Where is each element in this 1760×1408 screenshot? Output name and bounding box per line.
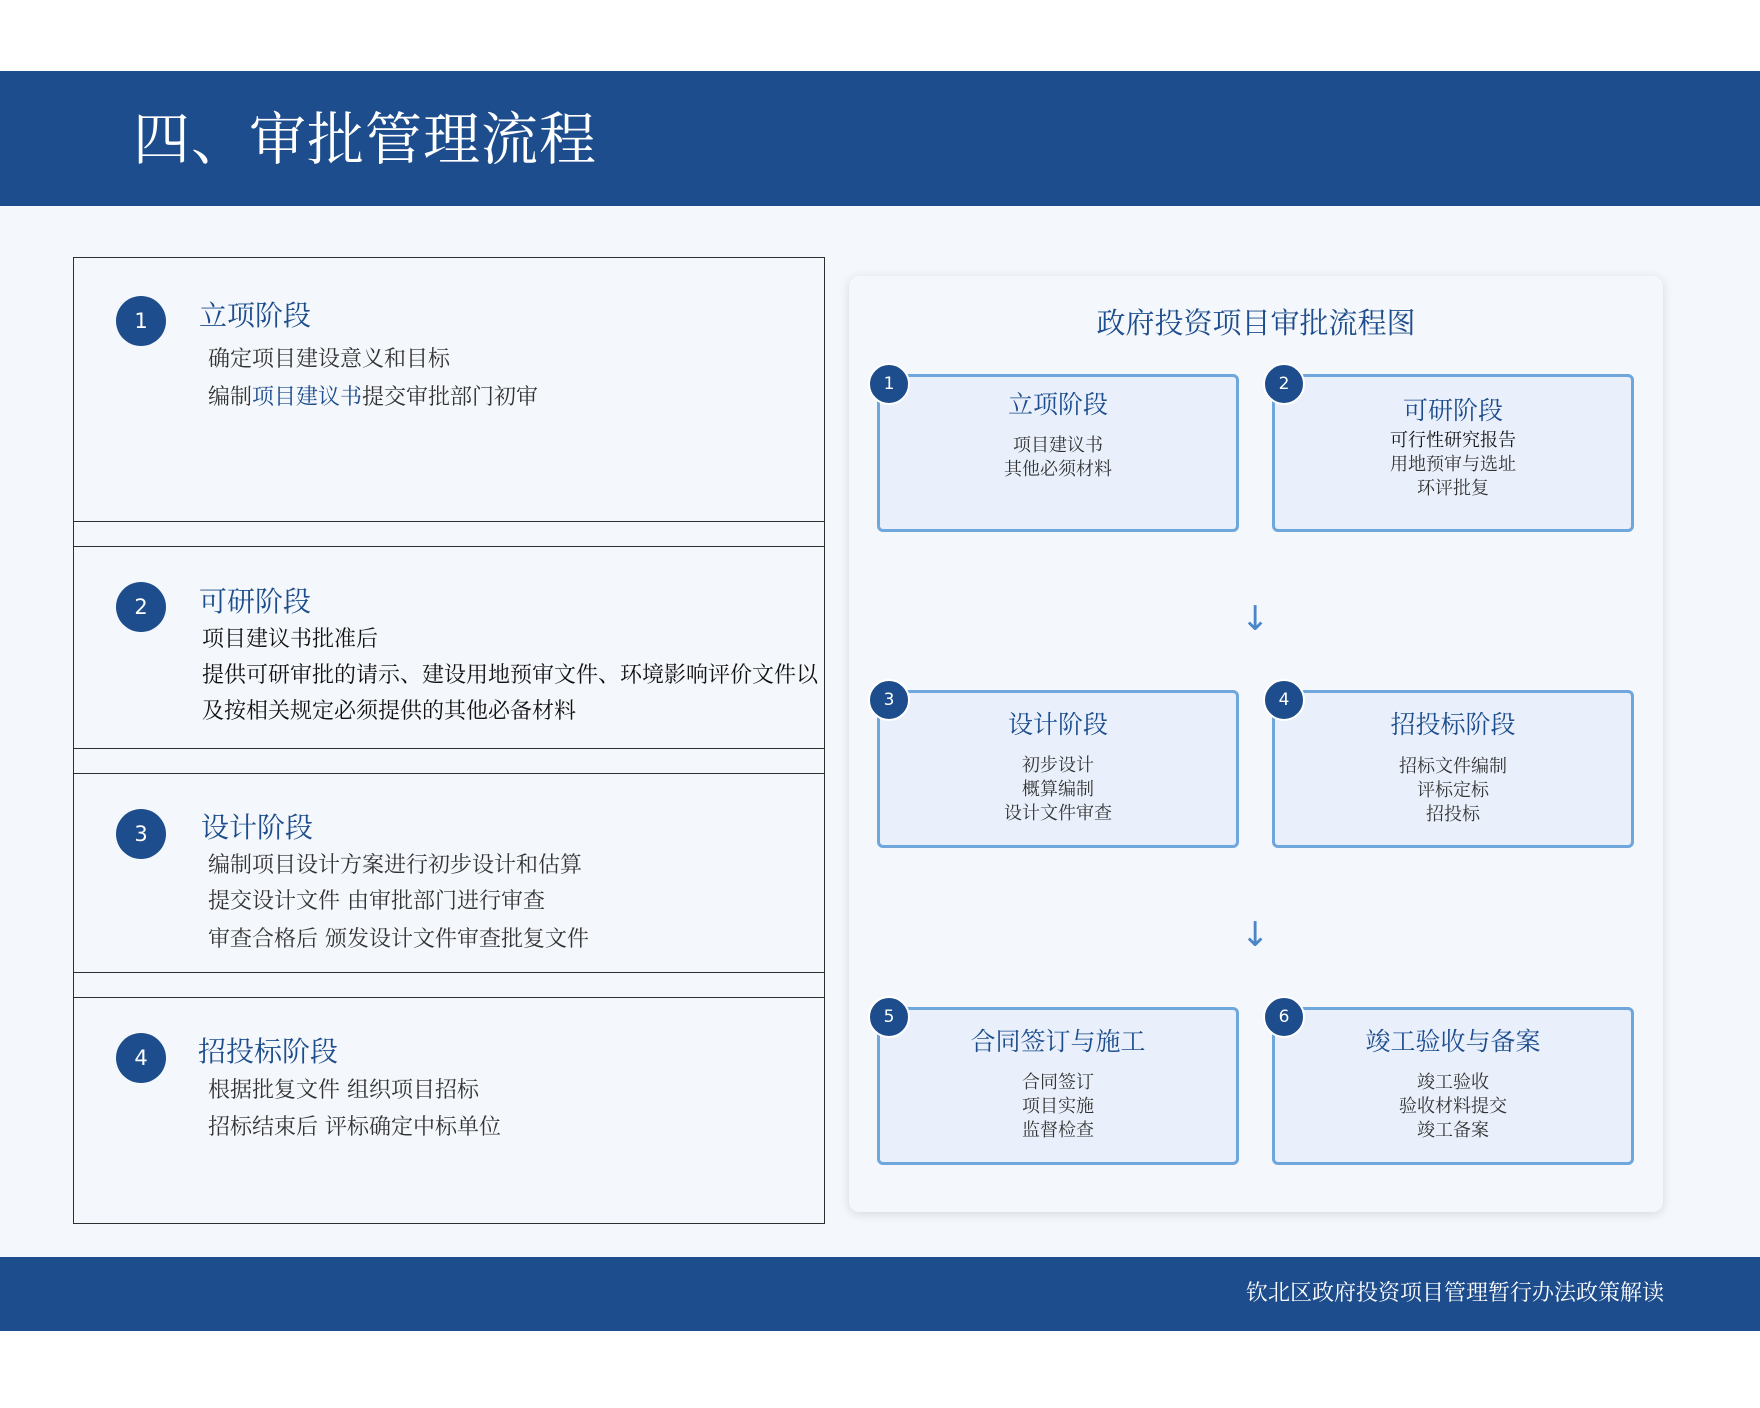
- flow-step-title: 立项阶段: [1007, 390, 1108, 419]
- stage-line: 招标结束后 评标确定中标单位: [208, 1115, 501, 1140]
- flow-step-number: 3: [868, 679, 910, 721]
- flow-step-items: [1275, 429, 1631, 501]
- flow-step-title: 设计阶段: [1007, 710, 1108, 739]
- stage-line: 编制项目设计方案进行初步设计和估算: [208, 853, 583, 878]
- stage-divider: [73, 972, 825, 998]
- stage-line: [208, 383, 538, 413]
- flow-step-items: [880, 1071, 1236, 1143]
- flow-step-4: [1272, 690, 1634, 848]
- flow-step-title: 可研阶段: [1402, 396, 1503, 425]
- flow-step-number: 2: [1263, 363, 1305, 405]
- header-bar: [0, 71, 1760, 206]
- stage-card-4: [73, 997, 825, 1224]
- stage-line-text: 提交审批部门初审: [362, 385, 539, 410]
- flow-step-number: 5: [868, 996, 910, 1038]
- flow-step-number: 1: [868, 363, 910, 405]
- flow-step-items: [1275, 755, 1631, 827]
- flow-step-item: 监督检查: [1022, 1120, 1094, 1141]
- flow-step-item: 竣工备案: [1417, 1120, 1489, 1141]
- stage-title: 招投标阶段: [198, 1035, 339, 1068]
- flow-step-items: [1275, 1071, 1631, 1143]
- stage-card-3: [73, 773, 825, 973]
- flow-step-item: 招标文件编制: [1399, 756, 1507, 777]
- stage-title: 立项阶段: [199, 299, 312, 332]
- flow-step-6: [1272, 1007, 1634, 1165]
- flow-step-item: 可行性研究报告: [1390, 430, 1516, 451]
- flow-step-3: [877, 690, 1239, 848]
- stage-line: 项目建议书批准后: [202, 627, 379, 652]
- stage-divider: [73, 748, 825, 774]
- flow-step-item: 概算编制: [1022, 779, 1094, 800]
- stage-number-badge: 1: [116, 296, 166, 346]
- highlight-term: 项目建议书: [252, 385, 363, 410]
- stage-number-badge: 4: [116, 1033, 166, 1083]
- flow-step-item: 合同签订: [1022, 1072, 1094, 1093]
- page-title: 四、审批管理流程: [133, 107, 597, 173]
- stage-line: 根据批复文件 组织项目招标: [208, 1078, 479, 1103]
- flow-step-number: 4: [1263, 679, 1305, 721]
- flow-step-number: 6: [1263, 996, 1305, 1038]
- flow-step-item: 验收材料提交: [1399, 1096, 1507, 1117]
- flow-step-item: 评标定标: [1417, 780, 1489, 801]
- stage-line: 提供可研审批的请示、建设用地预审文件、环境影响评价文件以: [202, 663, 819, 688]
- flow-step-item: 招投标: [1426, 804, 1480, 825]
- flow-step-title: 竣工验收与备案: [1365, 1027, 1541, 1056]
- stage-number-badge: 2: [116, 582, 166, 632]
- footer-caption: 钦北区政府投资项目管理暂行办法政策解读: [1245, 1281, 1664, 1306]
- stage-card-1: [73, 257, 825, 522]
- flow-step-item: 其他必须材料: [1004, 459, 1112, 480]
- flow-step-title: 招投标阶段: [1390, 710, 1516, 739]
- stage-line: 提交设计文件 由审批部门进行审查: [208, 889, 545, 914]
- stage-line-text: 编制: [208, 385, 253, 410]
- stage-title: 设计阶段: [201, 811, 314, 844]
- flow-step-item: 竣工验收: [1417, 1072, 1489, 1093]
- flow-step-item: 项目建议书: [1013, 435, 1103, 456]
- stage-line: 及按相关规定必须提供的其他必备材料: [202, 699, 577, 724]
- flow-chart-title: 政府投资项目审批流程图: [1096, 306, 1416, 340]
- stage-title: 可研阶段: [199, 585, 312, 618]
- flow-step-items: [880, 754, 1236, 826]
- flow-step-item: 设计文件审查: [1004, 803, 1112, 824]
- stage-divider: [73, 521, 825, 547]
- flow-step-item: 用地预审与选址: [1390, 454, 1516, 475]
- flow-step-item: 初步设计: [1022, 755, 1094, 776]
- flow-step-2: [1272, 374, 1634, 532]
- stage-number-badge: 3: [116, 809, 166, 859]
- flow-step-items: [880, 434, 1236, 482]
- flow-step-title: 合同签订与施工: [970, 1027, 1146, 1056]
- down-arrow-icon: ↓: [1241, 915, 1270, 955]
- down-arrow-icon: ↓: [1241, 599, 1270, 639]
- flow-step-item: 环评批复: [1417, 478, 1489, 499]
- flow-chart-panel: [849, 276, 1663, 1212]
- stage-line: 审查合格后 颁发设计文件审查批复文件: [208, 927, 589, 952]
- flow-step-item: 项目实施: [1022, 1096, 1094, 1117]
- footer-bar: [0, 1257, 1760, 1331]
- flow-step-1: [877, 374, 1239, 532]
- stage-line: 确定项目建设意义和目标: [208, 347, 451, 372]
- flow-step-5: [877, 1007, 1239, 1165]
- stage-card-2: [73, 546, 825, 749]
